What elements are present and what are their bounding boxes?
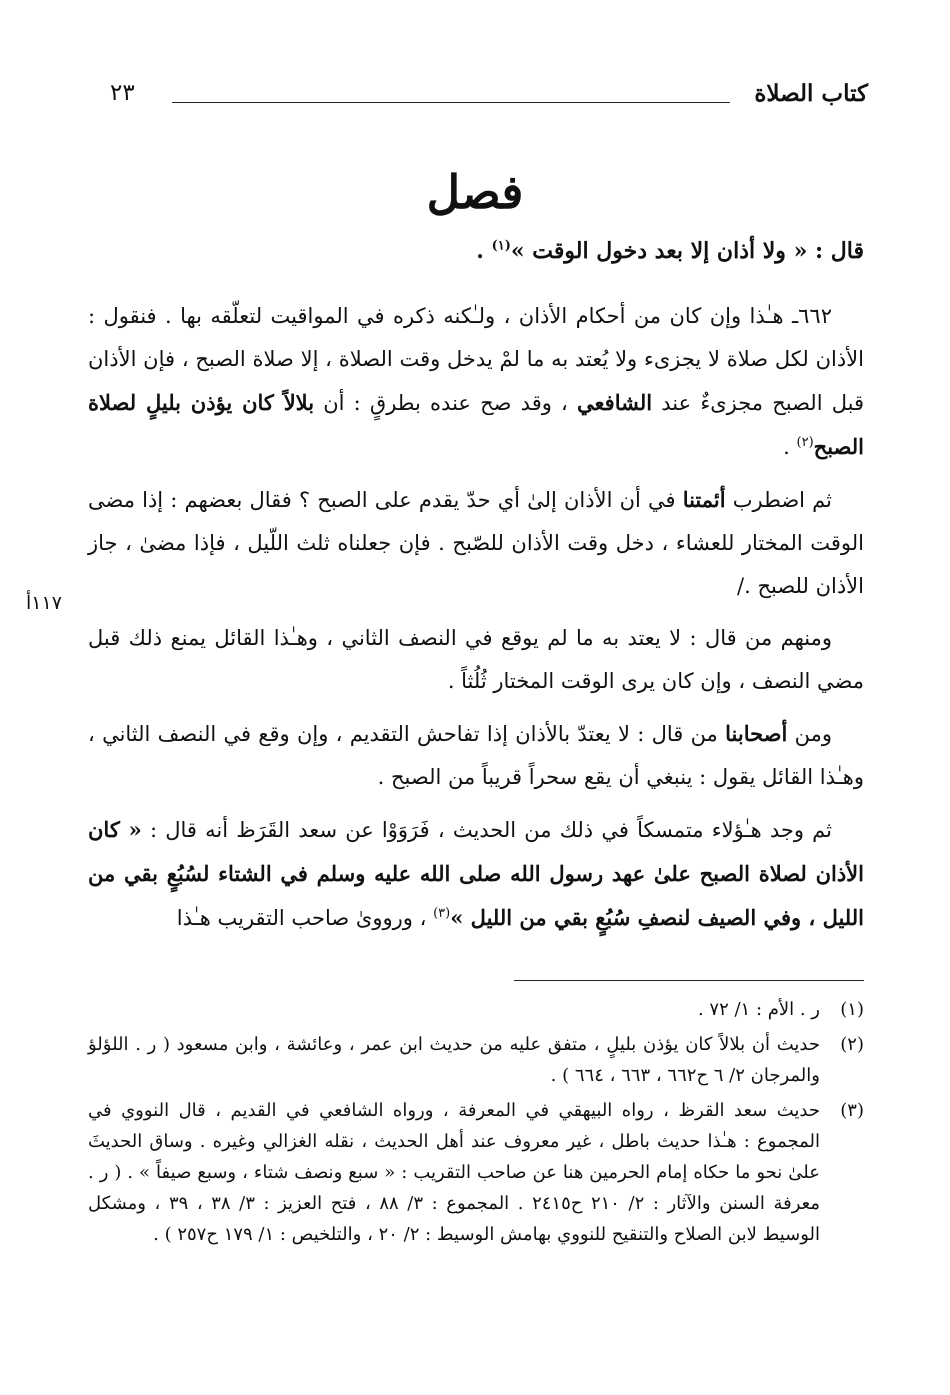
- matn-text: قال : « ولا أذان إلا بعد دخول الوقت »: [510, 238, 864, 264]
- footnote-1: [88, 994, 864, 1025]
- paragraph-3: [88, 617, 864, 703]
- matn-quote: [88, 230, 864, 273]
- footnote-number: (١): [840, 999, 864, 1020]
- punctuation: .: [476, 238, 492, 264]
- footnote-text: ر . الأم : ١/ ٧٢ .: [697, 999, 820, 1020]
- paragraph-662: [88, 295, 864, 469]
- paragraph-text: ، وقد صح عنده بطرقٍ : أن: [323, 391, 568, 415]
- bold-hadith: « كان الأذان لصلاة الصبح علىٰ عهد رسول الله صلى الله عليه وسلم في الشتاء لسُبُعٍ بقي من الليل ، وفي الصيف لنصفِ سُبُعٍ بقي من الليل »: [88, 817, 864, 930]
- bold-term: أصحابنا: [725, 721, 788, 746]
- footnote-text: حديث أن بلالاً كان يؤذن بليلٍ ، متفق عليه من حديث ابن عمر ، وعائشة ، وابن مسعود ( ر . اللؤلؤ والمرجان ٢/ ٦ ح٦٦٢ ، ٦٦٣ ، ٦٦٤ ) .: [88, 1034, 820, 1086]
- running-header: [110, 80, 868, 114]
- page-number: ٢٣: [110, 80, 135, 106]
- footnote-separator: [514, 980, 864, 981]
- paragraph-5: [88, 808, 864, 940]
- section-heading: [375, 165, 575, 219]
- bold-name: الشافعي: [577, 390, 653, 415]
- paragraph-4: [88, 712, 864, 799]
- manuscript-folio-note: ١١٧أ: [26, 592, 62, 614]
- paragraph-text: من قال : لا يعتدّ بالأذان إذا تفاحش التقديم ، وإن وقع في النصف الثاني ، وهـٰذا القائل يقول : ينبغي أن يقع سحراً قريباً من الصبح .: [88, 722, 864, 789]
- footnote-text: حديث سعد القرظ ، رواه البيهقي في المعرفة ، ورواه الشافعي في القديم ، قال النووي في المجموع : هـٰذا حديث باطل ، غير معروف عند أهل الحديث ، نقله الغزالي وغيره . وساق الحديثَ علىٰ نحو ما حكاه إمام الحرمين هنا عن صاحب التقريب : « سبع ونصف شتاء ، وسبع صيفاً » . ( ر . معرفة السنن والآثار : ٢/ ٢١٠ ح٢٤١٥ . المجموع : ٣/ ٨٨ ، فتح العزيز : ٣/ ٣٨ ، ٣٩ ، ومشكل الوسيط لابن الصلاح والتنقيح للنووي بهامش الوسيط : ٢/ ٢٠ ، والتلخيص : ١/ ١٧٩ ح٢٥٧ ) .: [88, 1100, 820, 1245]
- bold-term: أئمتنا: [682, 487, 726, 512]
- paragraph-text: ، ورووىٰ صاحب التقريب هـٰذا: [176, 906, 427, 930]
- main-text: [88, 230, 864, 949]
- paragraph-text: في أن الأذان إلىٰ أي حدّ يقدم على الصبح ؟ فقال بعضهم : إذا مضى الوقت المختار للعشاء ، دخل وقت الأذان للصّبح . فإن جعلناه ثلث اللّيل ، فإذا مضىٰ ، جاز الأذان للصبح ./: [88, 488, 864, 598]
- paragraph-text: ثم وجد هـٰؤلاء متمسكاً في ذلك من الحديث ، فَرَوَوْا عن سعد القَرَظ أنه قال :: [149, 818, 832, 842]
- footnote-ref: (٢): [796, 435, 814, 450]
- footnote-2: [88, 1029, 864, 1091]
- punctuation: .: [783, 435, 797, 459]
- paragraph-text: ومنهم من قال : لا يعتد به ما لم يوقع في النصف الثاني ، وهـٰذا القائل يمنع ذلك قبل مضي النصف ، وإن كان يرى الوقت المختار ثُلُثاً .: [88, 626, 864, 693]
- header-rule: [172, 102, 730, 103]
- footnote-ref: (٣): [433, 906, 451, 921]
- paragraph-2: [88, 478, 864, 608]
- footnote-number: (٢): [840, 1034, 864, 1055]
- footnote-ref: (١): [491, 238, 511, 254]
- bold-hadith: بلالاً كان يؤذن بليلٍ لصلاة الصبح: [88, 390, 864, 459]
- footnotes: [88, 994, 864, 1254]
- section-title-text: فصل: [426, 165, 524, 219]
- footnote-number: (٣): [840, 1100, 864, 1121]
- paragraph-text: ٦٦٢ـ هـٰذا وإن كان من أحكام الأذان ، ولـٰكنه ذكره في المواقيت لتعلّقه بها . فنقول : الأذان لكل صلاة لا يجزىء ولا يُعتد به ما لمْ يدخل وقت الصلاة ، إلا صلاة الصبح ، فإن الأذان قبل الصبح مجزىءٌ عند: [88, 304, 864, 415]
- book-title: كتاب الصلاة: [754, 80, 868, 107]
- paragraph-text: ومن: [794, 722, 832, 746]
- footnote-3: [88, 1095, 864, 1250]
- paragraph-text: ثم اضطرب: [732, 488, 832, 512]
